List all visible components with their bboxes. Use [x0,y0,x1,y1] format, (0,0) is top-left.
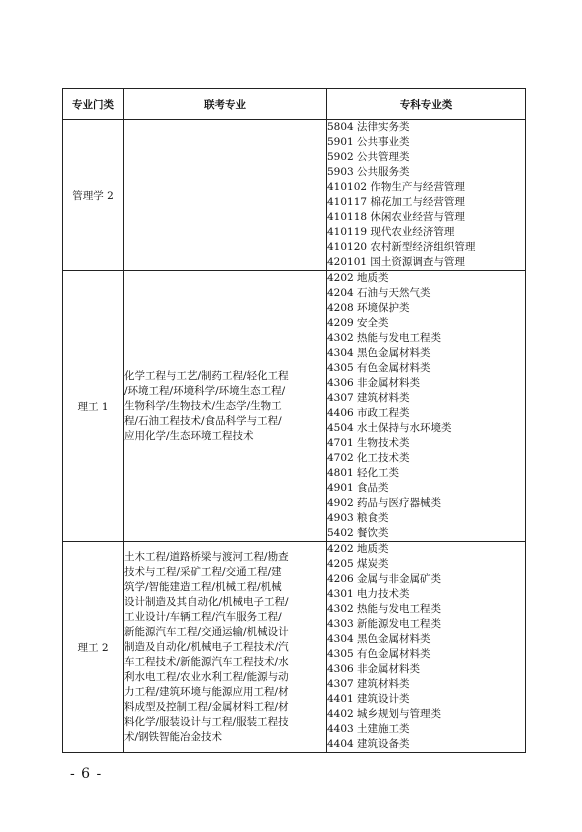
college-major-item: 4304 黑色金属材料类 [327,633,431,645]
college-major-item: 4701 生物技术类 [327,437,410,449]
college-major-item: 4901 食品类 [327,482,389,494]
category-cell: 管理学 2 [63,120,124,271]
college-major-item: 4702 化工技术类 [327,452,410,464]
college-major-item: 4303 新能源发电工程类 [327,618,442,630]
college-major-item: 4206 金属与非金属矿类 [327,573,442,585]
college-major-cell [327,542,526,753]
college-major-item: 4402 城乡规划与管理类 [327,708,442,720]
college-major-item: 4305 有色金属材料类 [327,362,431,374]
college-major-cell [327,120,526,271]
joint-major-line: 设计制造及其自动化/机械电子工程/ [124,595,289,608]
category-cell: 理工 2 [63,542,124,753]
joint-major-line: /环境工程/环境科学/环境生态工程/ [124,384,286,397]
page-number: - 6 - [70,766,103,782]
joint-major-line: 生物科学/生物技术/生态学/生物工 [124,399,282,412]
college-major-item: 420101 国土资源调查与管理 [327,256,465,268]
joint-major-line: 料化学/服装设计与工程/服装工程技 [124,715,289,728]
college-major-item: 4403 土建施工类 [327,723,410,735]
category-cell: 理工 1 [63,271,124,542]
college-major-item: 5902 公共管理类 [327,151,410,163]
college-major-item: 4401 建筑设计类 [327,693,410,705]
header-college-major: 专科专业类 [327,89,526,120]
joint-major-cell [124,120,327,271]
college-major-item: 5804 法律实务类 [327,121,410,133]
header-row [63,89,526,120]
joint-major-line: 车工程技术/新能源汽车工程技术/水 [124,655,289,668]
joint-major-line: 工业设计/车辆工程/汽车服务工程/ [124,610,282,623]
college-major-item: 4302 热能与发电工程类 [327,603,442,615]
college-major-item: 5903 公共服务类 [327,166,410,178]
joint-major-line: 化学工程与工艺/制药工程/轻化工程 [124,369,289,382]
joint-major-line: 术/钢铁智能冶金技术 [124,730,223,743]
college-major-item: 4304 黑色金属材料类 [327,347,431,359]
joint-major-line: 应用化学/生态环境工程技术 [124,429,254,442]
college-major-item: 4801 轻化工类 [327,467,400,479]
college-major-item: 4202 地质类 [327,543,389,555]
college-major-item: 4406 市政工程类 [327,407,410,419]
college-major-item: 5901 公共事业类 [327,136,410,148]
college-major-item: 5402 餐饮类 [327,527,389,539]
table-row [63,120,526,271]
table-row [63,542,526,753]
college-major-item: 4209 安全类 [327,317,389,329]
college-major-item: 4302 热能与发电工程类 [327,332,442,344]
college-major-item: 410117 棉花加工与经营管理 [327,196,465,208]
college-major-item: 410102 作物生产与经营管理 [327,181,465,193]
joint-major-line: 筑学/智能建造工程/机械工程/机械 [124,580,282,593]
joint-major-line: 料成型及控制工程/金属材料工程/材 [124,700,289,713]
header-joint-major: 联考专业 [124,89,327,120]
college-major-item: 4404 建筑设备类 [327,738,410,750]
joint-major-line: 技术与工程/采矿工程/交通工程/建 [124,565,282,578]
joint-major-cell [124,542,327,753]
college-major-item: 410119 现代农业经济管理 [327,226,455,238]
college-major-item: 4902 药品与医疗器械类 [327,497,442,509]
college-major-item: 410120 农村新型经济组织管理 [327,241,476,253]
college-major-cell [327,271,526,542]
joint-major-line: 新能源汽车工程/交通运输/机械设计 [124,625,289,638]
college-major-item: 4307 建筑材料类 [327,392,410,404]
college-major-item: 4205 煤炭类 [327,558,389,570]
college-major-item: 4504 水土保持与水环境类 [327,422,452,434]
joint-major-line: 程/石油工程技术/食品科学与工程/ [124,414,282,427]
college-major-item: 4208 环境保护类 [327,302,410,314]
college-major-item: 4301 电力技术类 [327,588,410,600]
majors-table [62,88,526,753]
table-row [63,271,526,542]
joint-major-line: 土木工程/道路桥梁与渡河工程/勘查 [124,550,289,563]
college-major-item: 4306 非金属材料类 [327,663,421,675]
joint-major-line: 利水电工程/农业水利工程/能源与动 [124,670,289,683]
joint-major-cell [124,271,327,542]
college-major-item: 4305 有色金属材料类 [327,648,431,660]
joint-major-line: 力工程/建筑环境与能源应用工程/材 [124,685,289,698]
header-category: 专业门类 [63,89,124,120]
college-major-item: 4306 非金属材料类 [327,377,421,389]
college-major-item: 4307 建筑材料类 [327,678,410,690]
college-major-item: 4903 粮食类 [327,512,389,524]
college-major-item: 4202 地质类 [327,272,389,284]
college-major-item: 410118 休闲农业经营与管理 [327,211,465,223]
college-major-item: 4204 石油与天然气类 [327,287,431,299]
joint-major-line: 制造及自动化/机械电子工程技术/汽 [124,640,289,653]
